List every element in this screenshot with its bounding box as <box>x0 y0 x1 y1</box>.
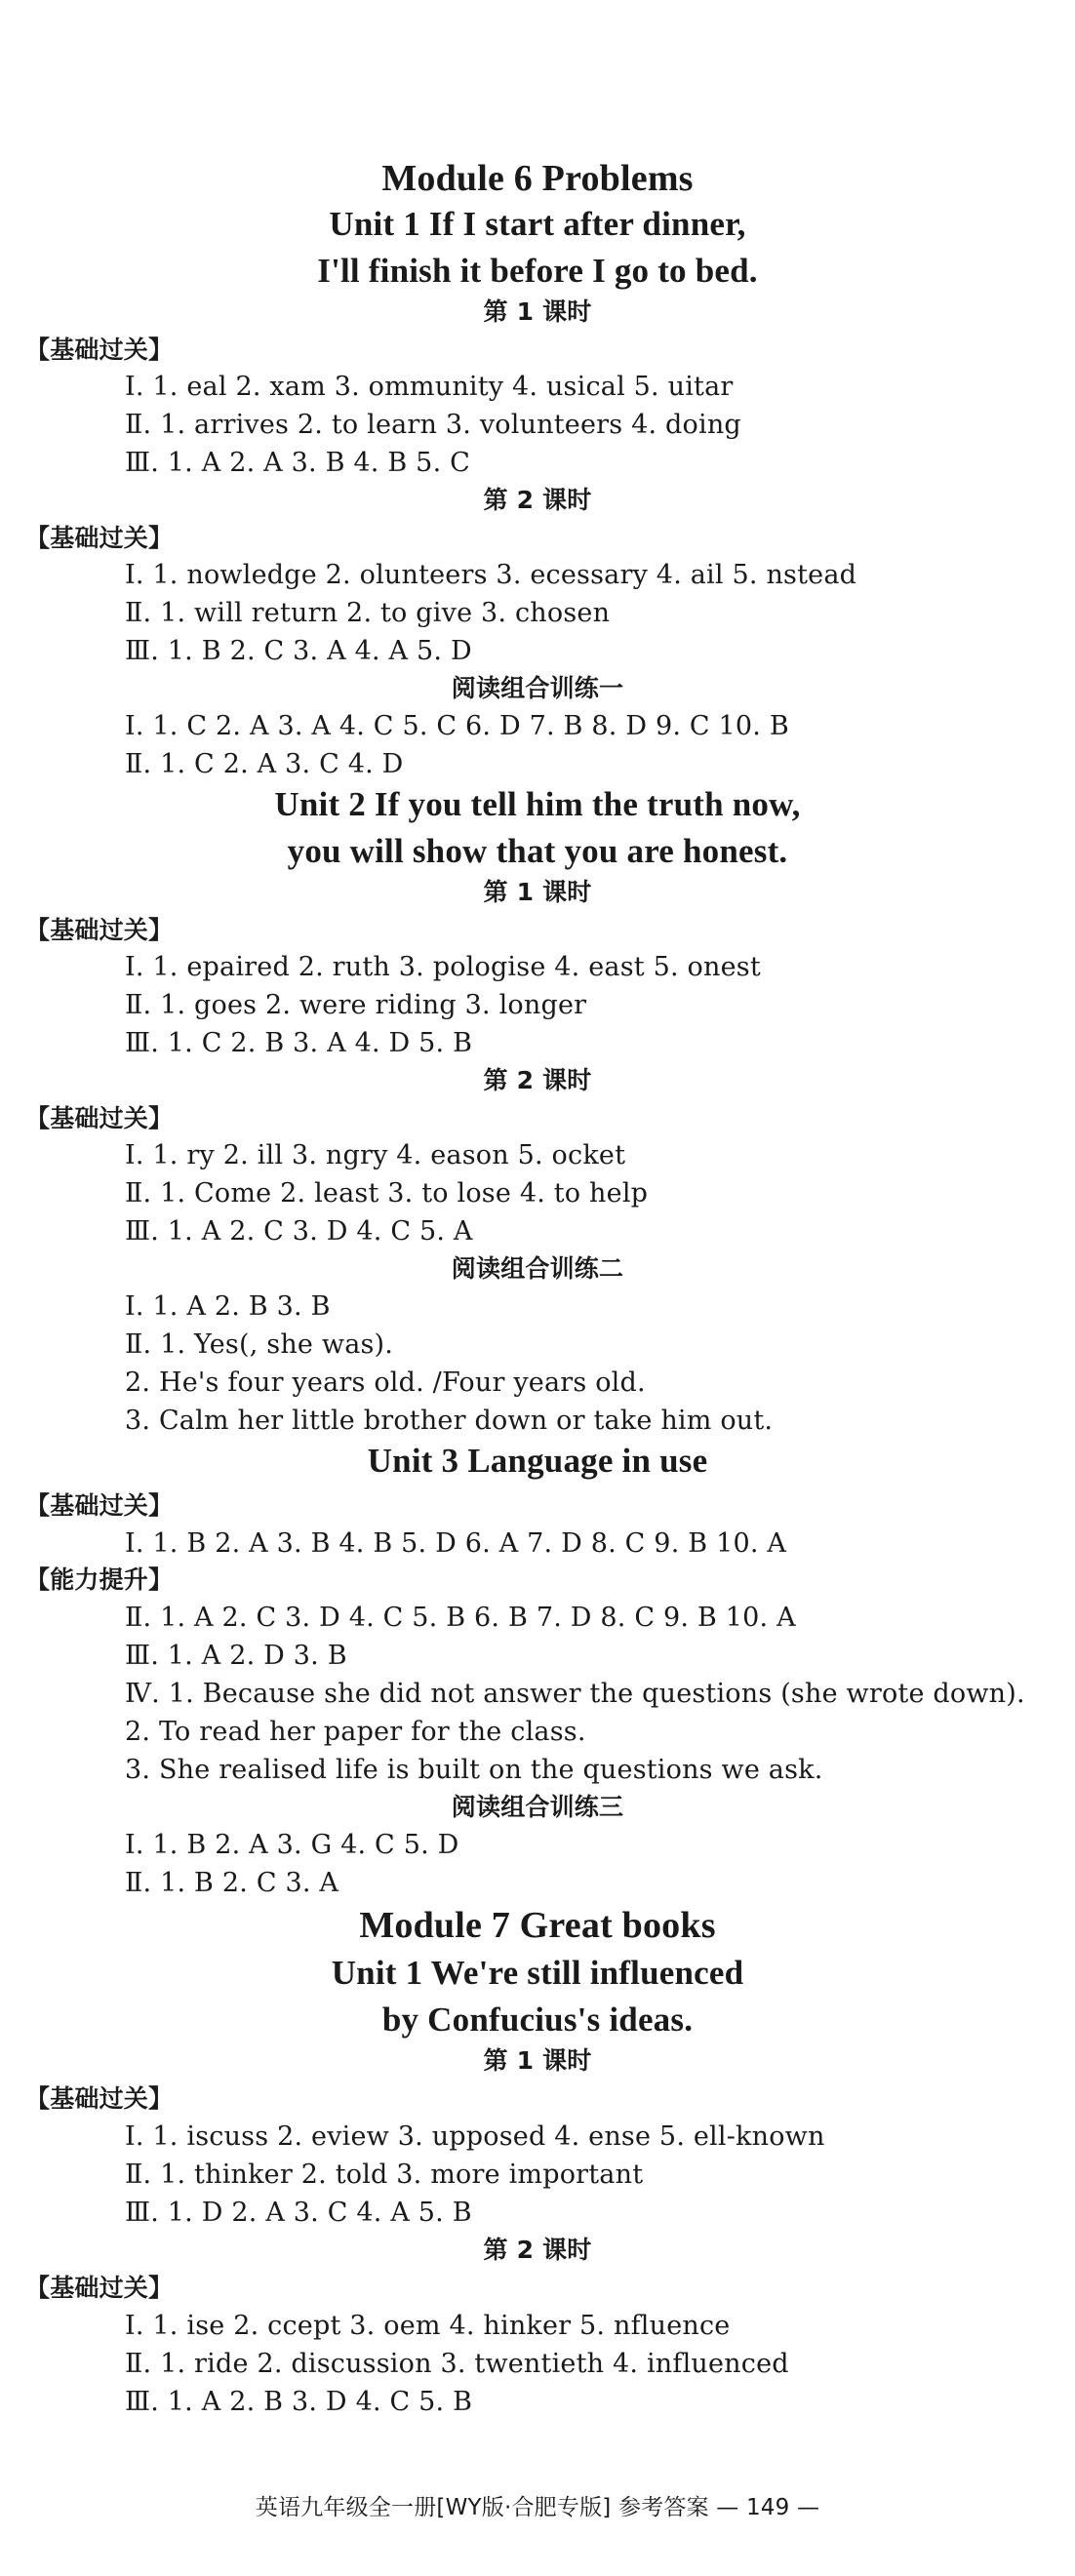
answer-line: Ⅲ. 1. A 2. A 3. B 4. B 5. C <box>125 448 470 478</box>
unit-heading: you will show that you are honest. <box>287 832 788 870</box>
lesson-heading: 第 2 课时 <box>483 2236 592 2264</box>
lesson-heading: 第 1 课时 <box>483 2046 592 2075</box>
answer-line: 3. She realised life is built on the questions we ask. <box>125 1755 823 1785</box>
answer-line: Ⅱ. 1. ride 2. discussion 3. twentieth 4. influenced <box>125 2349 789 2379</box>
answer-line: Ⅰ. 1. B 2. A 3. G 4. C 5. D <box>125 1830 459 1860</box>
answer-line: 2. To read her paper for the class. <box>125 1717 586 1747</box>
answer-line: Ⅱ. 1. Yes(, she was). <box>125 1329 394 1360</box>
section-label: 【基础过关】 <box>25 336 174 364</box>
unit-heading: by Confucius's ideas. <box>381 2001 694 2039</box>
answer-line: Ⅱ. 1. Come 2. least 3. to lose 4. to help <box>125 1178 649 1209</box>
answer-line: Ⅳ. 1. Because she did not answer the questions (she wrote down). <box>125 1679 1025 1709</box>
answer-line: Ⅲ. 1. A 2. B 3. D 4. C 5. B <box>125 2387 473 2417</box>
answer-line: 2. He's four years old. /Four years old. <box>125 1367 646 1398</box>
answer-line: Ⅱ. 1. goes 2. were riding 3. longer <box>125 990 587 1020</box>
answer-line: Ⅱ. 1. arrives 2. to learn 3. volunteers 4. doing <box>125 410 741 440</box>
unit-heading: Unit 3 Language in use <box>367 1442 708 1480</box>
answer-line: 3. Calm her little brother down or take him out. <box>125 1406 774 1436</box>
answer-line: Ⅰ. 1. eal 2. xam 3. ommunity 4. usical 5. uitar <box>125 372 734 402</box>
answer-line: Ⅰ. 1. ry 2. ill 3. ngry 4. eason 5. ocket <box>125 1140 626 1170</box>
answer-line: Ⅰ. 1. A 2. B 3. B <box>125 1291 331 1322</box>
answer-line: Ⅰ. 1. ise 2. ccept 3. oem 4. hinker 5. nfluence <box>125 2311 731 2341</box>
section-label: 【能力提升】 <box>25 1565 174 1594</box>
unit-heading: Unit 1 We're still influenced <box>331 1954 744 1992</box>
lesson-heading: 第 2 课时 <box>483 486 592 514</box>
section-label: 【基础过关】 <box>25 2274 174 2302</box>
answer-line: Ⅰ. 1. nowledge 2. olunteers 3. ecessary 4. ail 5. nstead <box>125 560 857 590</box>
section-label: 【基础过关】 <box>25 2084 174 2113</box>
answer-line: Ⅱ. 1. A 2. C 3. D 4. C 5. B 6. B 7. D 8. C 9. B 10. A <box>125 1603 796 1633</box>
lesson-heading: 第 1 课时 <box>483 297 592 326</box>
unit-heading: Unit 1 If I start after dinner, <box>329 205 746 243</box>
answer-line: Ⅰ. 1. epaired 2. ruth 3. pologise 4. east 5. onest <box>125 952 761 982</box>
answer-line: Ⅲ. 1. C 2. B 3. A 4. D 5. B <box>125 1028 473 1058</box>
section-label: 【基础过关】 <box>25 524 174 552</box>
answer-line: Ⅱ. 1. will return 2. to give 3. chosen <box>125 598 611 628</box>
unit-heading: Unit 2 If you tell him the truth now, <box>274 785 801 823</box>
answer-line: Ⅱ. 1. thinker 2. told 3. more important <box>125 2160 644 2190</box>
section-label: 【基础过关】 <box>25 1491 174 1520</box>
answer-line: Ⅰ. 1. C 2. A 3. A 4. C 5. C 6. D 7. B 8. D 9. C 10. B <box>125 711 789 741</box>
answer-line: Ⅱ. 1. B 2. C 3. A <box>125 1868 339 1898</box>
lesson-heading: 阅读组合训练一 <box>451 674 624 702</box>
unit-heading: I'll finish it before I go to bed. <box>317 252 758 290</box>
page-footer: 英语九年级全一册[WY版·合肥专版] 参考答案 — 149 — <box>255 2495 820 2520</box>
answer-line: Ⅲ. 1. D 2. A 3. C 4. A 5. B <box>125 2198 472 2228</box>
section-label: 【基础过关】 <box>25 916 174 944</box>
lesson-heading: 第 2 课时 <box>483 1066 592 1094</box>
lesson-heading: 阅读组合训练三 <box>451 1793 624 1821</box>
module-heading: Module 6 Problems <box>381 158 694 199</box>
section-label: 【基础过关】 <box>25 1104 174 1132</box>
module-heading: Module 7 Great books <box>359 1905 716 1946</box>
answer-line: Ⅲ. 1. A 2. D 3. B <box>125 1641 347 1671</box>
lesson-heading: 阅读组合训练二 <box>451 1254 624 1283</box>
answer-line: Ⅱ. 1. C 2. A 3. C 4. D <box>125 749 404 779</box>
lesson-heading: 第 1 课时 <box>483 878 592 906</box>
answer-line: Ⅰ. 1. iscuss 2. eview 3. upposed 4. ense 5. ell-known <box>125 2121 825 2152</box>
answer-line: Ⅲ. 1. B 2. C 3. A 4. A 5. D <box>125 636 472 666</box>
answer-line: Ⅲ. 1. A 2. C 3. D 4. C 5. A <box>125 1216 473 1247</box>
answer-line: Ⅰ. 1. B 2. A 3. B 4. B 5. D 6. A 7. D 8. C 9. B 10. A <box>125 1528 787 1559</box>
